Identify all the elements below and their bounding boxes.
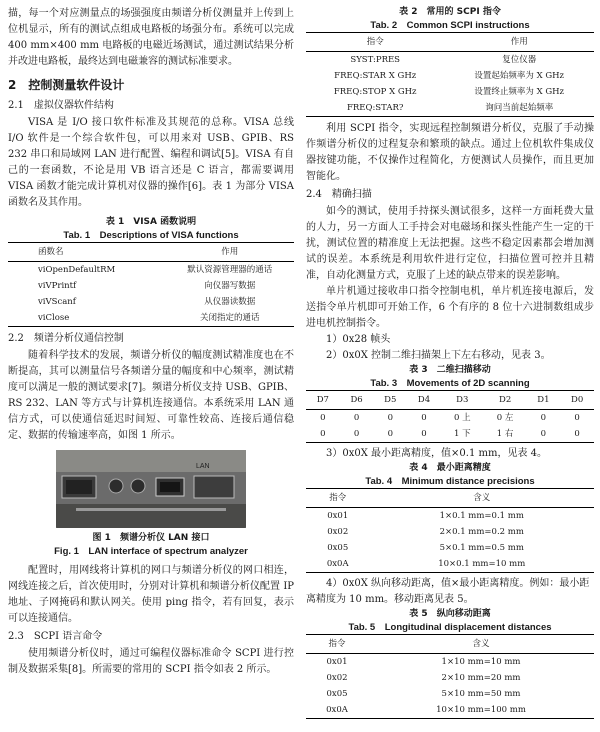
table-row	[306, 100, 594, 117]
table-2-caption: 表 2 常用的 SCPI 指令	[399, 7, 501, 17]
table-cell: 0	[574, 413, 580, 423]
table-row	[306, 670, 594, 686]
table-cell: 0x0A	[306, 702, 368, 719]
figure-lan-photo	[56, 450, 246, 528]
table-cell: 0x05	[326, 689, 348, 699]
table-cell: 默认资源管理器的通话	[187, 265, 273, 275]
paragraph-scpi: 使用频谱分析仪时，通过可编程仪器标准命令 SCPI 进行控制及数据采集[8]。所需要的常用的 SCPI 指令如表 2 所示。	[8, 648, 294, 675]
table-1-header: 作用	[166, 243, 294, 262]
table-3-header: D6	[340, 391, 374, 410]
table-cell: viVScanf	[38, 297, 76, 307]
table-3-header: D4	[407, 391, 441, 410]
table-row	[306, 702, 594, 719]
table-5-caption-en: Tab. 5 Longitudinal displacement distances	[348, 622, 552, 633]
table-1-caption-en: Tab. 1 Descriptions of VISA functions	[63, 230, 239, 241]
table-row	[8, 310, 294, 327]
table-cell: 2×10 mm=20 mm	[441, 673, 521, 683]
table-row	[306, 654, 594, 671]
paragraph-probe: 如今的测试，使用手持探头测试很多，这样一方面耗费大量的人力，另一方面人工手持会对电磁场和探头性能产生一定的干扰，测试位置的精准度上无法把握。这些不稳定因素都会增加测试的误差。本系统是利用软件进行定位，扫描位置可控并且精准，自动化测量方式，克服了上述的缺点带来的误差影响。	[306, 206, 594, 281]
table-cell: 5×0.1 mm=0.5 mm	[439, 543, 524, 553]
table-cell: 0	[306, 426, 340, 443]
table-cell: 5×10 mm=50 mm	[441, 689, 521, 699]
section-2-2-heading: 2.2 频谱分析仪通信控制	[8, 333, 124, 344]
table-cell: 2×0.1 mm=0.2 mm	[439, 527, 524, 537]
table-cell: 0x01	[327, 511, 349, 521]
list-item: 3）0x0X 最小距离精度，值×0.1 mm，见表 4。	[326, 448, 547, 459]
figure-lan-label: LAN	[196, 463, 210, 470]
table-cell: 0 左	[496, 413, 514, 423]
table-cell: 0	[560, 426, 594, 443]
figure-1-caption: 图 1 频谱分析仪 LAN 接口	[92, 533, 210, 543]
paragraph-mcu: 单片机通过接收串口指令控制电机，单片机连接电源后，发送指令单片机即可开始工作，6 个有序的 8 位十六进制数组成步进电机控制指令。	[306, 286, 594, 329]
table-row	[306, 556, 594, 573]
table-cell: 0	[340, 426, 374, 443]
table-2	[306, 6, 594, 117]
table-row	[306, 686, 594, 702]
table-row	[306, 52, 594, 69]
table-cell: 0	[387, 413, 393, 423]
table-cell: 10×10 mm=100 mm	[368, 702, 594, 719]
table-cell: 1×10 mm=10 mm	[441, 657, 521, 667]
table-cell: 10×0.1 mm=10 mm	[369, 556, 594, 573]
lan-interface-image	[56, 450, 246, 528]
table-cell: 0	[373, 426, 407, 443]
table-1-caption: 表 1 VISA 函数说明	[105, 217, 197, 227]
table-2-caption-en: Tab. 2 Common SCPI instructions	[370, 20, 530, 31]
table-5	[306, 608, 594, 719]
table-cell: FREQ:STAR?	[306, 100, 444, 117]
table-3-header: D3	[441, 391, 484, 410]
table-cell: 向仪器写数据	[204, 281, 256, 291]
table-cell: 0	[407, 426, 441, 443]
section-2-4-heading: 2.4 精确扫描	[306, 189, 372, 200]
table-cell: 0 上	[453, 413, 471, 423]
table-1	[8, 216, 294, 327]
table-cell: 复位仪器	[502, 55, 537, 65]
table-4-caption-en: Tab. 4 Minimum distance precisions	[365, 476, 535, 487]
table-cell: 0	[540, 413, 547, 423]
table-cell: viClose	[8, 310, 166, 327]
table-cell: viVPrintf	[38, 281, 77, 291]
table-3-caption: 表 3 二维扫描移动	[409, 365, 491, 375]
paragraph-intro: 描，每一个对应测量点的场强强度由频谱分析仪测量并上传到上位机显示，所有的测试点组成电路板的场强分布。系统可以完成 400 mm×400 mm 电路板的电磁近场测试，通过测试结果分析并改进电路板，最终达到电磁兼容的测试标准要求。	[8, 8, 294, 67]
table-row	[306, 524, 594, 540]
table-cell: 1 右	[484, 426, 527, 443]
table-5-caption: 表 5 纵向移动距离	[409, 609, 491, 619]
section-2-3-heading: 2.3 SCPI 语言命令	[8, 631, 103, 642]
table-row	[8, 294, 294, 310]
paragraph-config: 配置时，用网线将计算机的网口与频谱分析仪的网口相连，网线连接之后，首次使用时，分别对计算机和频谱分析仪配置 IP 地址、子网掩码和默认网关。使用 ping 指令，若有回复，表示可以连接通信。	[8, 565, 294, 624]
paragraph-visa: VISA 是 I/O 接口软件标准及其规范的总称。VISA 总线 I/O 软件是一个综合软件包，可以用来对 USB、GPIB、RS 232 串口和局域网 LAN 进行配置、编程和调试[5]。VISA 有自己的一套函数，不论是用 VB 语言还是 C 语言，都需要调用 VISA 函数才能完成计算机对仪器的操作[6]。表 1 为部分 VISA 函数名及其作用。	[8, 117, 294, 208]
table-cell: 0x05	[327, 543, 349, 553]
table-cell: 1×0.1 mm=0.1 mm	[439, 511, 524, 521]
paragraph-remote: 利用 SCPI 指令，实现远程控制频谱分析仪，克服了手动操作频谱分析仪的过程复杂和繁琐的缺点。通过上位机软件集成仪器按键功能，不仅操作过程简化，方便测试人员操作，而且更加智能化。	[306, 123, 594, 182]
table-4-header: 含义	[369, 489, 594, 508]
table-2-header: 指令	[306, 33, 444, 52]
table-cell: 1 下	[441, 426, 484, 443]
table-cell: 设置起始频率为 X GHz	[474, 71, 565, 81]
table-cell: 0x0A	[306, 556, 369, 573]
table-cell: FREQ:STAR X GHz	[334, 71, 417, 81]
table-5-header: 指令	[306, 635, 368, 654]
right-column	[306, 6, 594, 719]
table-cell: FREQ:STOP X GHz	[333, 87, 417, 97]
list-item: 1）0x28 帧头	[326, 334, 391, 345]
table-cell: 0x02	[327, 527, 349, 537]
left-column	[8, 6, 294, 678]
paragraph-spectrum: 随着科学技术的发展，频谱分析仪的幅度测试精准度也在不断提高，其可以测量信号各频谱分量的幅度和中心频率，测试精度可以满足一般的测试要求[7]。频谱分析仪支持 USB、GPIB、RS 232、LAN 等方式与计算机连接通信。本系统采用 LAN 通信方式，可以使通信延迟时间短、可靠性较高、连接后通信稳定、数据的传输速率高，如图 1 所示。	[8, 350, 294, 441]
table-row	[8, 262, 294, 279]
table-3-caption-en: Tab. 3 Movements of 2D scanning	[370, 378, 530, 389]
table-row	[306, 540, 594, 556]
table-4	[306, 462, 594, 573]
table-3-header: D2	[484, 391, 527, 410]
table-3-header: D5	[373, 391, 407, 410]
table-cell: 0	[421, 413, 427, 423]
table-cell: 0	[527, 426, 561, 443]
table-row	[306, 426, 594, 443]
table-cell: 0	[353, 413, 360, 423]
table-2-header: 作用	[444, 33, 594, 52]
table-row	[306, 68, 594, 84]
table-3-header: D1	[527, 391, 561, 410]
table-row	[306, 410, 594, 427]
table-cell: 关闭指定的通话	[166, 310, 294, 327]
table-cell: 设置终止频率为 X GHz	[474, 87, 565, 97]
table-row	[306, 508, 594, 525]
table-cell: 0	[320, 413, 326, 423]
table-1-header: 函数名	[8, 243, 166, 262]
table-3-header: D0	[560, 391, 594, 410]
table-cell: SYST:PRES	[350, 55, 401, 65]
table-4-header: 指令	[306, 489, 369, 508]
table-row	[306, 84, 594, 100]
table-5-header: 含义	[368, 635, 594, 654]
list-item: 4）0x0X 纵向移动距离，值×最小距离精度。例如：最小距离精度为 10 mm。移动距离见表 5。	[306, 578, 590, 605]
list-item: 2）0x0X 控制二维扫描架上下左右移动，见表 3。	[326, 350, 551, 361]
figure-1-caption-en: Fig. 1 LAN interface of spectrum analyzer	[54, 546, 248, 557]
table-cell: 从仪器读数据	[204, 297, 256, 307]
table-4-caption: 表 4 最小距离精度	[409, 463, 491, 473]
section-2-1-heading: 2.1 虚拟仪器软件结构	[8, 100, 114, 111]
table-3-header: D7	[306, 391, 340, 410]
table-cell: 0x02	[326, 673, 348, 683]
table-cell: 0x01	[326, 657, 348, 667]
section-2-heading: 2 控制测量软件设计	[8, 78, 125, 92]
table-row	[8, 278, 294, 294]
table-cell: 询问当前起始频率	[444, 100, 594, 117]
table-3	[306, 364, 594, 443]
table-cell: viOpenDefaultRM	[38, 265, 116, 275]
